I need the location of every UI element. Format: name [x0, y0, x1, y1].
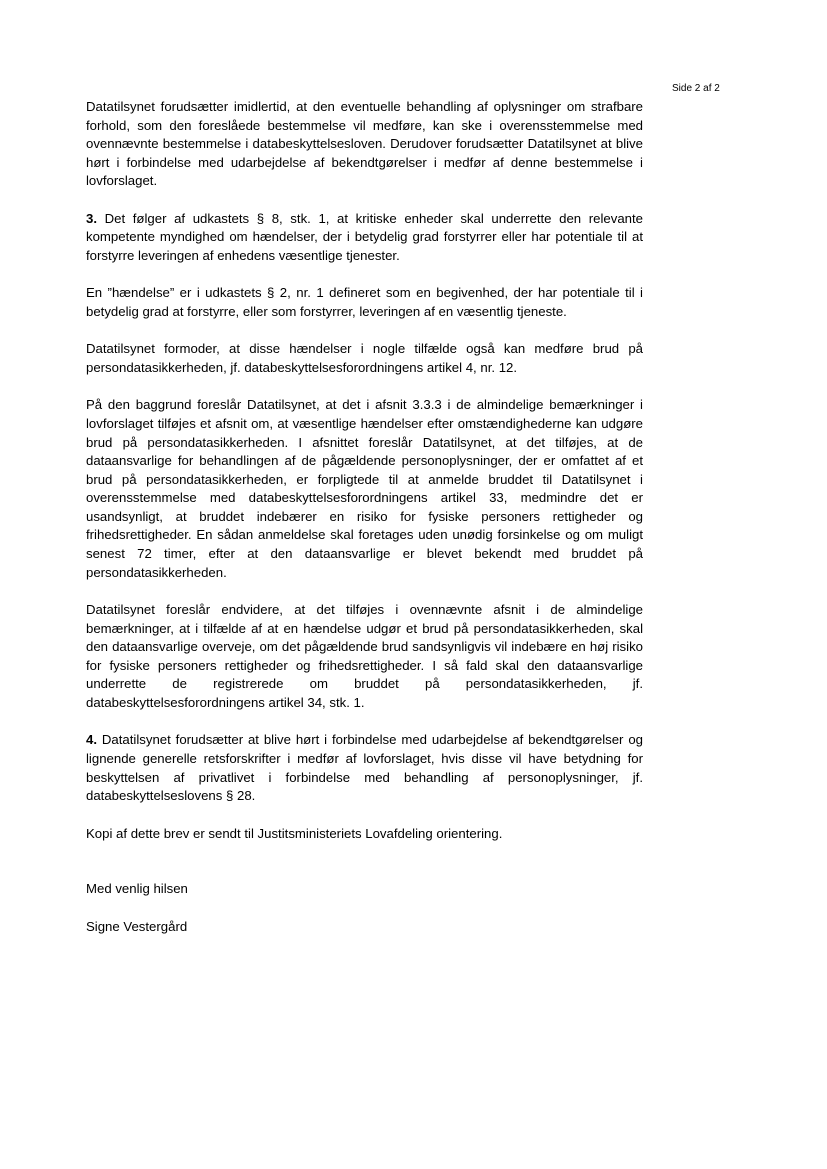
- paragraph-text: Datatilsynet forudsætter imidlertid, at den eventuelle behandling af oplysninger om strafbare forhold, som den foreslåede bestemmelse vil medføre, kan ske i overensstemmelse med ovennævnte bestemmelse i databeskyttelsesloven. Derudover forudsætter Datatilsynet at blive hørt i forbindelse med udarbejdelse af bekendtgørelser i medfør af denne bestemmelse i lovforslaget.: [86, 99, 643, 189]
- closing-greeting: Med venlig hilsen: [86, 881, 188, 897]
- paragraph-notification-proposal: [86, 396, 643, 582]
- section-number: 3.: [86, 210, 97, 226]
- paragraph-section-4: [86, 731, 643, 805]
- paragraph-text: Kopi af dette brev er sendt til Justitsministeriets Lovafdeling orientering.: [86, 825, 503, 841]
- section-number: 4.: [86, 732, 97, 748]
- letter-body: [86, 98, 643, 955]
- signature-name: Signe Vestergård: [86, 918, 188, 934]
- paragraph-text: Det følger af udkastets § 8, stk. 1, at kritiske enheder skal underrette den relevante kompetente myndighed om hændelser, der i betydelig grad forstyrrer eller har potentiale til at forstyrre leveringen af enhedens væsentlige tjenester.: [86, 210, 643, 263]
- closing-block: [86, 880, 643, 936]
- paragraph-text: Datatilsynet foreslår endvidere, at det tilføjes i ovennævnte afsnit i de almindelige bemærkninger, at i tilfælde af at en hændelse udgør et brud på persondatasikkerheden, skal den dataansvarlige overveje, om det pågældende brud sandsynligvis vil indebære en høj risiko for fysiske personers rettigheder og frihedsrettigheder. I så fald skal den dataansvarlige underrette de registrerede om bruddet på persondatasikkerheden, jf. databeskyttelsesforordningens artikel 34, stk. 1.: [86, 602, 643, 711]
- paragraph-section-3: [86, 210, 643, 266]
- paragraph-copy-note: [86, 825, 643, 844]
- paragraph-communication-proposal: [86, 601, 643, 713]
- paragraph-criminal-data: [86, 98, 643, 191]
- paragraph-data-breach-assumption: [86, 340, 643, 377]
- paragraph-incident-definition: [86, 284, 643, 321]
- paragraph-text: Datatilsynet formoder, at disse hændelser i nogle tilfælde også kan medføre brud på persondatasikkerheden, jf. databeskyttelsesforordningens artikel 4, nr. 12.: [86, 341, 643, 375]
- paragraph-text: En ”hændelse” er i udkastets § 2, nr. 1 defineret som en begivenhed, der har potentiale til i betydelig grad at forstyrre, eller som forstyrrer, leveringen af en væsentlig tjeneste.: [86, 285, 643, 319]
- paragraph-text: På den baggrund foreslår Datatilsynet, at det i afsnit 3.3.3 i de almindelige bemærkninger i lovforslaget tilføjes et afsnit om, at væsentlige hændelser efter omstændighederne kan udgøre brud på persondatasikkerheden. I afsnittet foreslår Datatilsynet, at det tilføjes, at de dataansvarlige for behandlingen af de pågældende personoplysninger, der er omfattet af et brud på persondatasikkerheden, er forpligtede til at anmelde bruddet til Datatilsynet i overensstemmelse med databeskyttelsesforordningens artikel 33, medmindre det er usandsynligt, at bruddet indebærer en risiko for fysiske personers rettigheder og frihedsrettigheder. En sådan anmeldelse skal foretages uden unødig forsinkelse og om muligt senest 72 timer, efter at den dataansvarlige er blevet bekendt med bruddet på persondatasikkerheden.: [86, 397, 643, 580]
- paragraph-text: Datatilsynet forudsætter at blive hørt i forbindelse med udarbejdelse af bekendtgørelser og lignende generelle retsforskrifter i medfør af lovforslaget, hvis disse vil have betydning for beskyttelsen af privatlivet i forbindelse med behandling af personoplysninger, jf. databeskyttelseslovens § 28.: [86, 732, 643, 804]
- page-number: Side 2 af 2: [672, 83, 720, 94]
